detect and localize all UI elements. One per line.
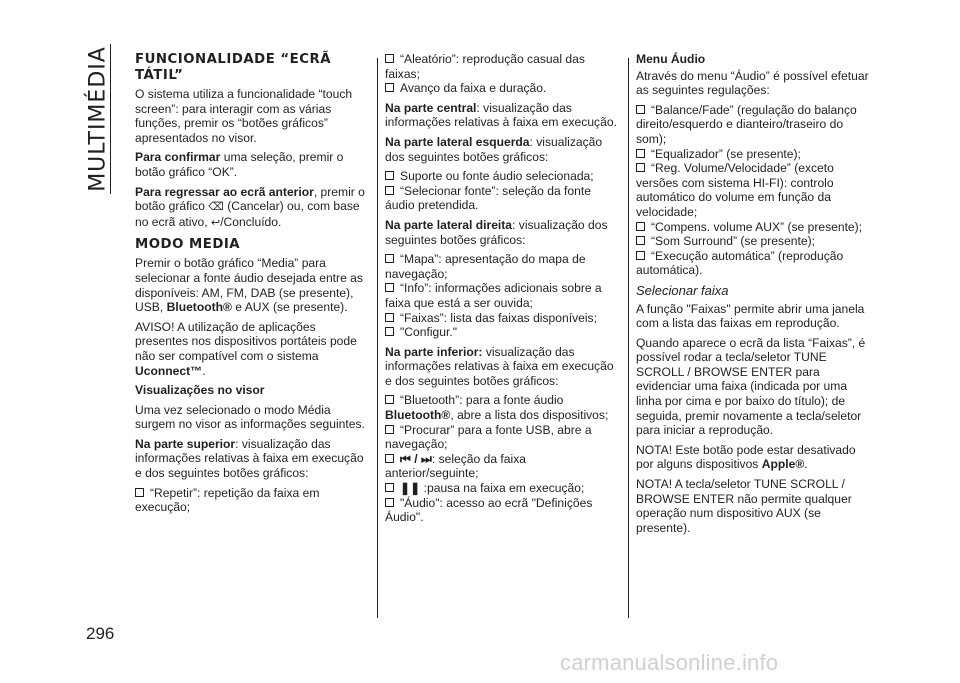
text: : visualização das informações relativas à faixa em execução. (385, 100, 617, 130)
bullet-box-icon (135, 488, 144, 497)
list-item (385, 452, 620, 481)
bold-text: Na parte superior (135, 436, 236, 451)
paragraph: A função "Faixas" permite abrir uma janela com a lista das faixas em reprodução. (636, 301, 865, 331)
bold-text: Apple® (761, 457, 805, 472)
bold-text: Bluetooth® (166, 300, 232, 315)
bold-text: Na parte lateral direita (385, 217, 513, 232)
page-number: 296 (86, 624, 115, 643)
text: . (202, 363, 206, 378)
bullet-box-icon (385, 327, 394, 336)
text: "Configur." (400, 325, 457, 340)
list-item (636, 161, 872, 219)
text: , abre a lista dos dispositivos; (450, 408, 609, 423)
side-title-rule (110, 44, 111, 194)
text: e AUX (se presente). (231, 300, 348, 315)
subheading-menu-audio: Menu Áudio (636, 52, 706, 66)
paragraph (385, 135, 620, 164)
list-item (385, 81, 620, 96)
paragraph (135, 256, 370, 314)
list-item (636, 249, 872, 278)
paragraph: Uma vez selecionado o modo Média surgem no visor as informações seguintes. (135, 402, 365, 432)
list-item (385, 311, 620, 326)
heading-funcionalidade: FUNCIONALIDADE “ECRÃ TÁTIL” (135, 52, 332, 83)
column-1 (135, 52, 370, 520)
list-item (385, 423, 620, 452)
bullet-box-icon (385, 54, 394, 63)
bullet-box-icon (385, 425, 394, 434)
text: “Compens. volume AUX” (se presente); (651, 219, 863, 234)
bullet-box-icon (636, 251, 645, 260)
text: NOTA! Este botão pode estar desativado por alguns dispositivos (636, 442, 856, 472)
list-item (385, 52, 620, 81)
bullet-box-icon (385, 186, 394, 195)
bullet-box-icon (385, 283, 394, 292)
text: “Reg. Volume/Velocidade” (exceto versões com sistema HI-FI): controlo automático do volume em função da velocidade; (636, 161, 834, 219)
bullet-box-icon (385, 313, 394, 322)
paragraph (385, 218, 620, 247)
bullet-box-icon (385, 483, 394, 492)
text: :pausa na faixa em execução; (420, 481, 585, 496)
bold-text: Na parte lateral esquerda (385, 134, 530, 149)
column-divider (628, 58, 629, 618)
bullet-box-icon (385, 83, 394, 92)
prev-next-icon: ⏮ / ⏭ (400, 451, 432, 466)
bullet-box-icon (385, 498, 394, 507)
column-2 (385, 52, 620, 530)
list-item (385, 325, 620, 340)
bold-text: Bluetooth® (385, 408, 451, 423)
paragraph (135, 150, 370, 179)
text: : visualização dos seguintes botões gráficos: (385, 217, 608, 247)
text: “Selecionar fonte”: seleção da fonte áudio pretendida. (385, 183, 591, 213)
list-item (385, 281, 620, 310)
paragraph (135, 437, 370, 481)
text: “Procurar” para a fonte USB, abre a navegação; (385, 422, 592, 452)
bullet-box-icon (636, 105, 645, 114)
text: “Repetir”: repetição da faixa em execução; (135, 485, 320, 515)
text: Premir o botão gráfico “Media” para selecionar a fonte áudio desejada entre as disponíveis: AM, FM, DAB (se presente), USB, (135, 256, 363, 315)
bullet-box-icon (636, 236, 645, 245)
bold-text: Na parte central (385, 100, 477, 115)
text: “Faixas”: lista das faixas disponíveis; (400, 310, 597, 325)
text: /Concluído. (220, 214, 282, 229)
list-item (636, 147, 872, 162)
text: “Mapa”: apresentação do mapa de navegação; (385, 252, 586, 281)
column-3 (636, 52, 872, 540)
list-item (385, 252, 620, 281)
list-item (636, 220, 872, 235)
text: , premir o botão gráfico (135, 184, 365, 214)
bullet-box-icon (636, 149, 645, 158)
text: Avanço da faixa e duração. (400, 81, 547, 96)
bullet-box-icon (385, 454, 394, 463)
text: Suporte ou fonte áudio selecionada; (400, 169, 594, 184)
paragraph (135, 320, 370, 378)
paragraph: Através do menu “Áudio” é possível efetuar as seguintes regulações: (636, 68, 869, 98)
list-item (385, 169, 620, 184)
text: “Equalizador” (se presente); (651, 146, 801, 161)
text: “Bluetooth”: para a fonte áudio (400, 393, 564, 408)
bold-text: Para regressar ao ecrã anterior (135, 184, 314, 199)
text: : seleção da faixa anterior/seguinte; (385, 451, 526, 481)
list-item (385, 393, 620, 422)
text: (Cancelar) ou, com base no ecrã ativo, (135, 199, 360, 229)
text: “Som Surround” (se presente); (651, 234, 816, 249)
text: : visualização dos seguintes botões gráficos: (385, 134, 603, 164)
paragraph (385, 345, 620, 389)
pause-icon: ❚❚ (400, 481, 421, 496)
text: : visualização das informações relativas à faixa em execução e dos seguintes botões gráficos: (135, 436, 364, 481)
text: "Áudio": acesso ao ecrã "Definições Áudio". (385, 495, 593, 525)
bold-text: Na parte inferior: (385, 344, 483, 359)
bullet-box-icon (385, 254, 394, 263)
text: AVISO! A utilização de aplicações presentes nos dispositivos portáteis pode não ser compatível com o sistema (135, 319, 357, 363)
list-item (385, 496, 620, 525)
bullet-box-icon (385, 395, 394, 404)
text: . (804, 457, 808, 472)
list-item (636, 234, 872, 249)
list-item (636, 103, 872, 147)
text: “Balance/Fade” (regulação do balanço direito/esquerdo e dianteiro/traseiro do som); (636, 102, 857, 146)
bold-text: Para confirmar (135, 150, 221, 165)
paragraph: O sistema utiliza a funcionalidade “touch screen”: para interagir com as várias funções, premir os “botões gráficos” apresentados no visor. (135, 87, 353, 145)
list-item (385, 481, 620, 496)
column-divider (377, 58, 378, 618)
bullet-box-icon (385, 171, 394, 180)
paragraph (135, 185, 370, 231)
list-item (135, 486, 370, 515)
watermark: carmanualsonline.info (560, 650, 779, 675)
paragraph (385, 101, 620, 130)
back-arrow-icon: ↩ (210, 216, 221, 229)
paragraph (636, 443, 872, 472)
text: “Info”: informações adicionais sobre a faixa que está a ser ouvida; (385, 281, 602, 310)
heading-modo-media: MODO MEDIA (135, 237, 241, 253)
section-heading-selecionar-faixa: Selecionar faixa (636, 282, 729, 298)
paragraph: Quando aparece o ecrã da lista “Faixas”, é possível rodar a tecla/seletor TUNE SCROLL / BROWSE ENTER para evidenciar uma faixa (indicada por uma linha por cima e por baixo do título); de seguida, premir novamente a tecla/seletor para iniciar a reprodução. (636, 335, 866, 438)
bullet-box-icon (636, 222, 645, 231)
subheading-visor: Visualizações no visor (135, 383, 265, 398)
bold-text: Uconnect™ (135, 363, 203, 378)
text: “Aleatório”: reprodução casual das faixas; (385, 52, 585, 81)
side-title-text: MULTIMÉDIA (85, 46, 111, 192)
text: uma seleção, premir o botão gráfico “OK”. (135, 150, 344, 179)
text: “Execução automática” (reprodução automática). (636, 248, 844, 278)
cancel-icon: ⌫ (208, 201, 224, 214)
text: visualização das informações relativas à faixa em execução e dos seguintes botões gráficos: (385, 344, 614, 388)
paragraph: NOTA! A tecla/seletor TUNE SCROLL / BROWSE ENTER não permite qualquer operação num dispositivo AUX (se presente). (636, 477, 852, 535)
bullet-box-icon (636, 163, 645, 172)
list-item (385, 184, 620, 213)
